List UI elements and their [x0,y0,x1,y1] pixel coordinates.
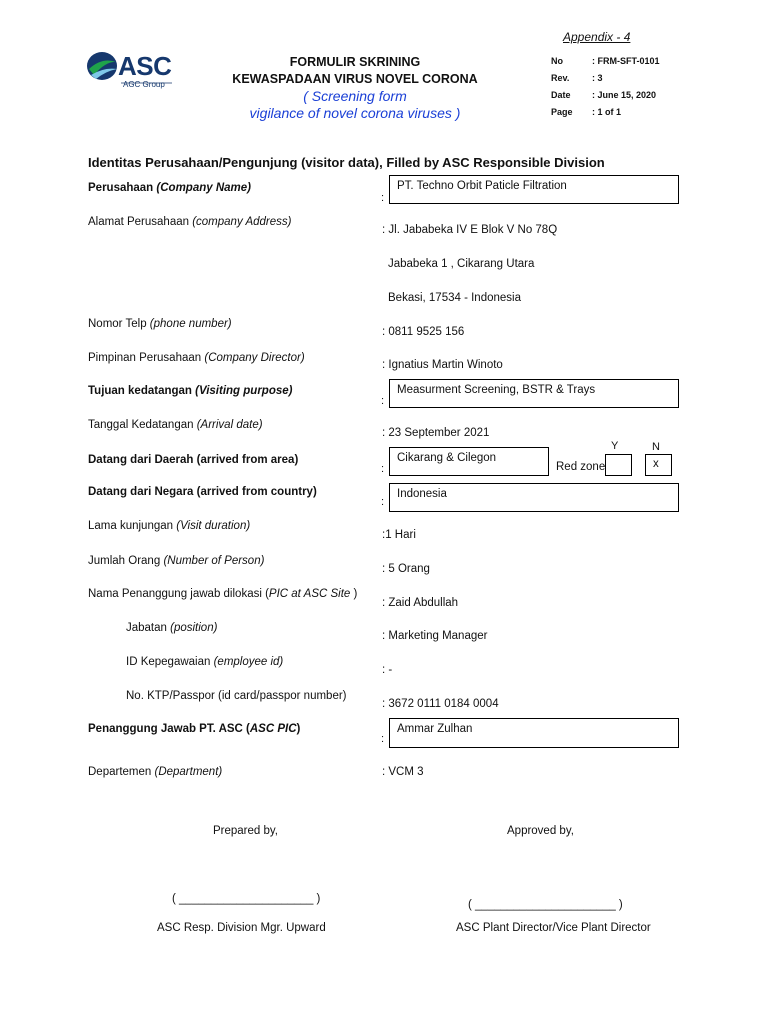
prepared-by-label: Prepared by, [213,825,278,837]
persons-value: : 5 Orang [382,563,430,575]
pic-label: Nama Penanggung jawab dilokasi (PIC at ASC Site ) [88,588,358,600]
from-area-value: Cikarang & Cilegon [397,452,497,464]
from-area-field[interactable] [389,447,549,476]
meta-no-key: No [551,56,563,66]
from-country-colon: : [381,496,385,508]
ktp-label: No. KTP/Passpor (id card/passpor number) [126,690,347,702]
department-label: Departemen (Department) [88,766,223,778]
approved-by-label: Approved by, [507,825,574,837]
red-zone-yes-checkbox[interactable] [605,454,632,476]
section-title: Identitas Perusahaan/Pengunjung (visitor data), Filled by ASC Responsible Division [88,155,605,170]
meta-no-value: : FRM-SFT-0101 [592,56,660,66]
company-colon: : [381,192,385,204]
address-line3: Bekasi, 17534 - Indonesia [388,292,521,304]
company-field[interactable] [389,175,679,204]
from-country-field[interactable] [389,483,679,512]
form-subtitle-line1: ( Screening form [303,88,407,104]
company-label: Perusahaan (Company Name) [88,182,251,194]
employee-id-label: ID Kepegawaian (employee id) [126,656,284,668]
prepared-signature-line: ( _____________________ ) [172,893,321,905]
red-zone-y-header: Y [611,440,619,452]
appendix-label: Appendix - 4 [563,30,631,44]
approved-role: ASC Plant Director/Vice Plant Director [456,922,651,934]
form-subtitle-line2: vigilance of novel corona viruses ) [249,105,461,121]
duration-label: Lama kunjungan (Visit duration) [88,520,251,532]
prepared-role: ASC Resp. Division Mgr. Upward [157,922,326,934]
persons-label: Jumlah Orang (Number of Person) [88,555,265,567]
meta-rev-value: : 3 [592,73,603,83]
meta-date-value: : June 15, 2020 [592,90,657,100]
meta-page-key: Page [551,107,573,117]
purpose-label: Tujuan kedatangan (Visiting purpose) [88,385,293,397]
red-zone-n-header: N [652,441,660,453]
form-title-line1: FORMULIR SKRINING [289,55,421,69]
arrival-date-label: Tanggal Kedatangan (Arrival date) [88,419,263,431]
asc-pic-label: Penanggung Jawab PT. ASC (ASC PIC) [88,723,301,735]
meta-date-key: Date [551,90,571,100]
asc-pic-colon: : [381,733,385,745]
director-value: : Ignatius Martin Winoto [382,359,503,371]
meta-rev-key: Rev. [551,73,570,83]
logo-subtext: AGC Group [123,80,165,89]
approved-signature-line: ( ______________________ ) [468,899,623,911]
red-zone-label: Red zone [556,461,606,473]
ktp-value: : 3672 0111 0184 0004 [382,698,499,710]
duration-value: :1 Hari [382,529,416,541]
asc-pic-field[interactable] [389,718,679,748]
position-label: Jabatan (position) [126,622,218,634]
purpose-value: Measurment Screening, BSTR & Trays [397,384,596,396]
address-label: Alamat Perusahaan (company Address) [88,216,292,228]
from-country-value: Indonesia [397,488,447,500]
department-value: : VCM 3 [382,766,424,778]
from-area-label: Datang dari Daerah (arrived from area) [88,454,299,466]
position-value: : Marketing Manager [382,630,488,642]
red-zone-no-mark: x [653,458,659,470]
arrival-date-value: : 23 September 2021 [382,427,490,439]
employee-id-value: : - [382,664,393,676]
asc-pic-value: Ammar Zulhan [397,723,473,735]
phone-value: : 0811 9525 156 [382,326,465,338]
phone-label: Nomor Telp (phone number) [88,318,232,330]
purpose-field[interactable] [389,379,679,408]
director-label: Pimpinan Perusahaan (Company Director) [88,352,305,364]
purpose-colon: : [381,395,385,407]
company-value: PT. Techno Orbit Paticle Filtration [397,180,567,192]
from-area-colon: : [381,463,385,475]
meta-page-value: : 1 of 1 [592,107,622,117]
from-country-label: Datang dari Negara (arrived from country) [88,486,317,498]
address-line2: Jababeka 1 , Cikarang Utara [388,258,535,270]
form-title-line2: KEWASPADAAN VIRUS NOVEL CORONA [232,72,478,86]
red-zone-no-checkbox[interactable] [645,454,672,476]
address-line1: : Jl. Jababeka IV E Blok V No 78Q [382,224,558,236]
pic-value: : Zaid Abdullah [382,597,459,609]
logo-text: ASC [118,51,172,81]
